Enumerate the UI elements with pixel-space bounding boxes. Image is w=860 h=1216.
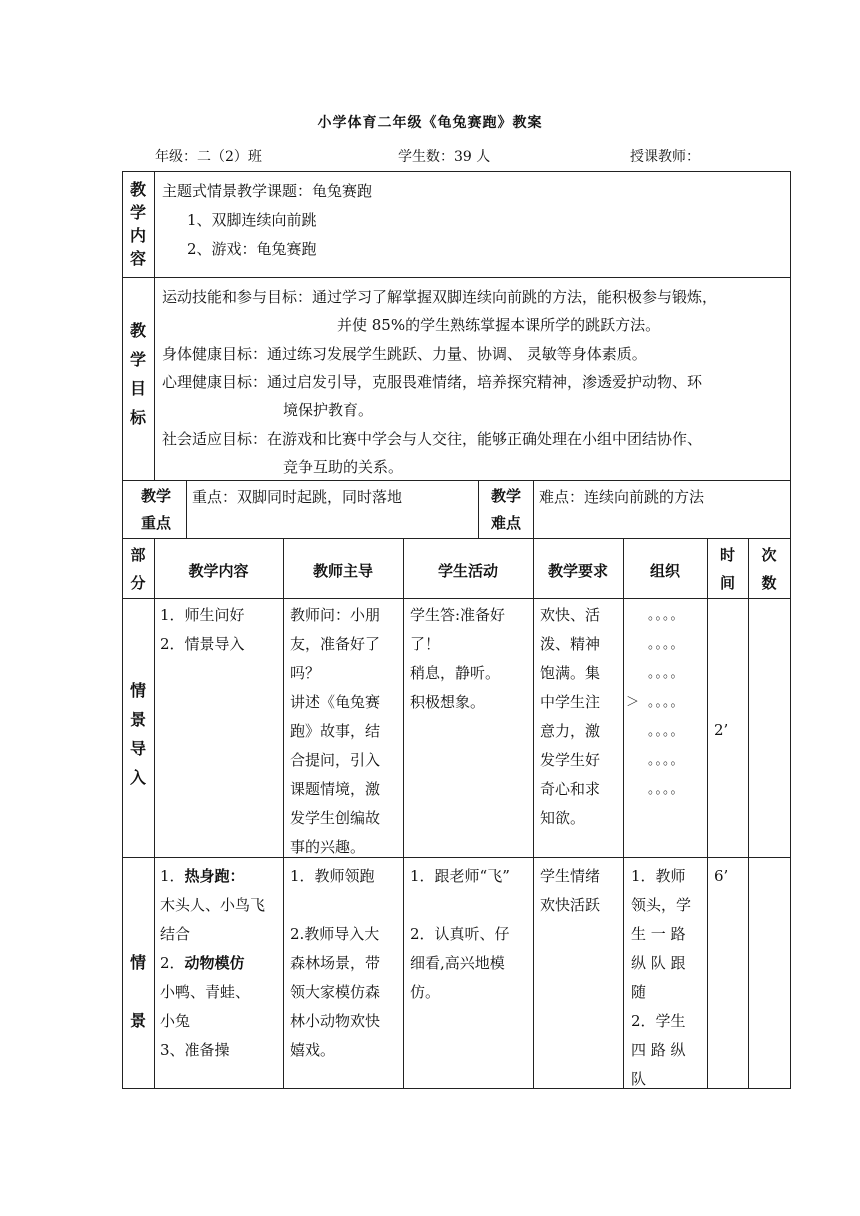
student-count: 学生数：39 人 <box>398 149 491 165</box>
difficulty-text: 难点：连续向前跳的方法 <box>539 488 705 506</box>
difficulty-label: 教学 难点 <box>490 487 521 532</box>
header-requirement: 教学要求 <box>547 562 608 580</box>
physical-goal: 身体健康目标：通过练习发展学生跳跃、力量、协调、 灵敏等身体素质。 <box>162 345 647 363</box>
content-label: 教 学 内 容 <box>129 180 146 268</box>
key-point-label: 教学 重点 <box>140 487 171 532</box>
key-point-text: 重点：双脚同时起跳，同时落地 <box>192 488 403 506</box>
row2-part-label: 情 景 <box>129 953 146 1030</box>
row1-organization-formation: 。。。。 。。。。 。。。。 。。。。 。。。。 。。。。 。。。。 <box>648 608 685 797</box>
row2-time: 6’ <box>714 867 729 885</box>
mental-goal: 心理健康目标：通过启发引导，克服畏难情绪，培养探究精神，渗透爱护动物、环 <box>162 373 703 391</box>
content-line: 1、双脚连续向前跳 <box>187 211 317 229</box>
row2-requirement: 学生情绪 欢快活跃 <box>540 867 601 914</box>
row1-student: 学生答:准备好 了！ 稍息，静听。 积极想象。 <box>410 606 506 711</box>
header-teacher: 教师主导 <box>312 562 373 580</box>
motor-goal-cont: 并使 85%的学生熟练掌握本课所学的跳跃方法。 <box>337 316 661 334</box>
row1-teacher: 教师问：小朋 友，准备好了 吗？ 讲述《龟兔赛 跑》故事，结 合提问，引入 课题情境，激 发学生创编故 事的兴趣。 <box>290 606 381 856</box>
row2-student: 1．跟老师“飞” 2．认真听、仔 细看,高兴地模 仿。 <box>410 867 510 1001</box>
content-line: 2、游戏：龟兔赛跑 <box>187 240 317 258</box>
header-time: 时 间 <box>719 546 735 592</box>
header-student: 学生活动 <box>437 562 498 580</box>
goals-label: 教 学 目 标 <box>129 321 146 427</box>
teacher-info: 授课教师： <box>630 149 700 165</box>
row1-time: 2’ <box>714 721 729 739</box>
document-title: 小学体育二年级《龟兔赛跑》教案 <box>317 115 543 131</box>
row1-part-label: 情 景 导 入 <box>129 681 146 787</box>
header-count: 次 数 <box>761 546 777 592</box>
motor-goal: 运动技能和参与目标：通过学习了解掌握双脚连续向前跳的方法，能积极参与锻炼， <box>162 288 718 306</box>
header-organization: 组织 <box>649 562 680 580</box>
header-content: 教学内容 <box>188 562 249 580</box>
row1-requirement: 欢快、活 泼、精神 饱满。集 中学生注 意力，激 发学生好 奇心和求 知欲。 <box>540 606 601 827</box>
social-goal-cont: 竞争互助的关系。 <box>283 458 404 476</box>
teacher-position-marker: ＞ <box>626 695 640 710</box>
row2-content: 1．热身跑： 木头人、小鸟飞 结合 2．动物模仿 小鸭、青蛙、 小兔 3、准备操 <box>160 867 266 1059</box>
header-part: 部 分 <box>130 546 146 592</box>
social-goal: 社会适应目标：在游戏和比赛中学会与人交往，能够正确处理在小组中团结协作、 <box>162 430 703 448</box>
content-line: 主题式情景教学课题：龟兔赛跑 <box>162 182 373 200</box>
row2-organization: 1．教师 领头，学 生 一 路 纵 队 跟 随 2．学生 四 路 纵 队 <box>631 867 692 1088</box>
row1-content: 1．师生问好 2．情景导入 <box>160 606 245 653</box>
grade-info: 年级：二（2）班 <box>155 149 262 165</box>
mental-goal-cont: 境保护教育。 <box>283 401 374 419</box>
row2-teacher: 1．教师领跑 2.教师导入大 森林场景，带 领大家模仿森 林小动物欢快 嬉戏。 <box>290 867 381 1059</box>
